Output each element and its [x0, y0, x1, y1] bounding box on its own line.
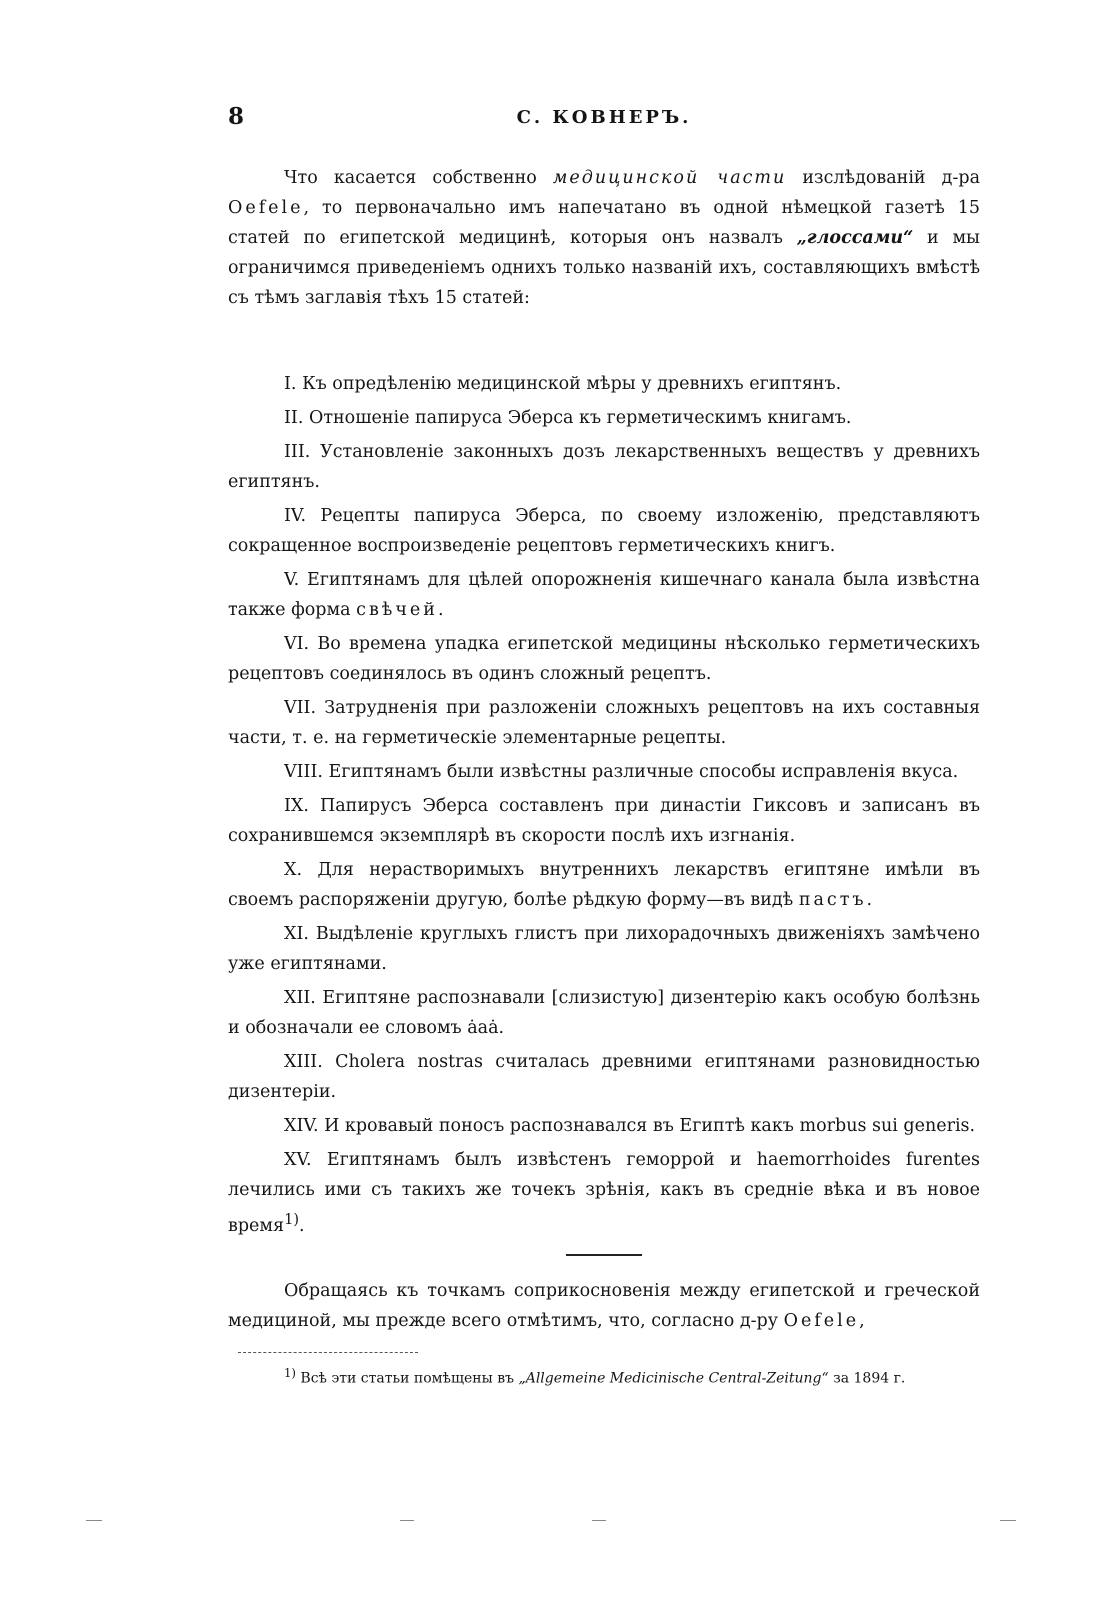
item-tail: .: [437, 600, 444, 620]
closing-text-1: Обращаясь къ точкамъ соприкосновенія между египетской и греческой медициной, мы прежде всего отмѣтимъ, что, согласно д-ру: [228, 1281, 980, 1331]
item-text: Египтянамъ для цѣлей опорожненія кишечнаго канала была извѣстна также форма: [228, 570, 980, 620]
item-tail: .: [866, 890, 873, 910]
item-spaced-word: свѣчей: [356, 600, 438, 620]
running-head: С. КОВНЕРЪ.: [516, 107, 692, 128]
glossary-term: „глоссами“: [796, 228, 914, 248]
item-text: Затрудненія при разложеніи сложныхъ рецептовъ на ихъ составныя части, т. е. на герметическіе элементарные рецепты.: [228, 698, 980, 748]
item-numeral: IX.: [284, 796, 309, 816]
list-item: [228, 1111, 980, 1141]
item-text: Рецепты папируса Эберса, по своему изложенію, представляютъ сокращенное воспроизведеніе рецептовъ герметическихъ книгъ.: [228, 506, 980, 556]
list-item: [228, 1047, 980, 1107]
item-numeral: II.: [284, 408, 304, 428]
scan-mark: [1000, 1520, 1016, 1521]
intro-text-1: Что касается собственно: [284, 168, 553, 188]
item-numeral: VII.: [284, 698, 317, 718]
intro-text-3: , то первоначально имъ напечатано въ одной нѣмецкой газетѣ 15 статей по египетской медицинѣ, которыя онъ назвалъ: [228, 198, 980, 248]
intro-text-2: изслѣдованій д-ра: [786, 168, 980, 188]
page-header: [228, 103, 980, 133]
item-text: Для нерастворимыхъ внутреннихъ лекарствъ египтяне имѣли въ своемъ распоряженіи другую, болѣе рѣдкую форму—въ видѣ: [228, 860, 980, 910]
closing-text-2: ,: [859, 1311, 865, 1331]
item-text: Египтянамъ былъ извѣстенъ геморрой и haemorrhoides furentes лечились ими съ такихъ же точекъ зрѣнія, какъ въ средніе вѣка и въ новое время: [228, 1150, 980, 1236]
intro-text-4: и мы ограничимся приведеніемъ однихъ только названій ихъ, составляющихъ вмѣстѣ съ тѣмъ заглавія тѣхъ 15 статей:: [228, 228, 980, 308]
item-numeral: XIV.: [284, 1116, 319, 1136]
item-tail: .: [299, 1215, 305, 1236]
closing-author-name: Oefele: [783, 1311, 860, 1331]
list-item: [228, 1145, 980, 1241]
item-text: Cholera nostras считалась древними египтянами разновидностью дизентеріи.: [228, 1052, 980, 1102]
journal-title: „Allgemeine Medicinische Central-Zeitung“: [518, 1370, 829, 1387]
list-item: [228, 855, 980, 915]
footnote-text-1: Всѣ эти статьи помѣщены въ: [295, 1370, 519, 1387]
item-text: Египтяне распознавали [слизистую] дизентерію какъ особую болѣзнь и обозначали ее словомъ ȧaȧ.: [228, 988, 980, 1038]
item-numeral: XI.: [284, 924, 309, 944]
list-item: [228, 791, 980, 851]
item-numeral: I.: [284, 374, 297, 394]
item-text: Отношеніе папируса Эберса къ герметическимъ книгамъ.: [308, 408, 852, 428]
item-numeral: VI.: [284, 634, 310, 654]
footnote-text-2: за 1894 г.: [828, 1370, 906, 1387]
page-number: 8: [228, 103, 245, 130]
item-text: Къ опредѣленію медицинской мѣры у древнихъ египтянъ.: [302, 374, 842, 394]
item-text: Египтянамъ были извѣстны различные способы исправленія вкуса.: [328, 762, 959, 782]
item-numeral: VIII.: [284, 762, 323, 782]
article-list: [228, 369, 980, 1245]
list-item: [228, 629, 980, 689]
item-spaced-word: пастъ: [798, 890, 867, 910]
item-text: Выдѣленіе круглыхъ глистъ при лихорадочныхъ движеніяхъ замѣчено уже египтянами.: [228, 924, 980, 974]
item-numeral: V.: [284, 570, 300, 590]
intro-paragraph: [228, 163, 980, 313]
item-text: Установленіе законныхъ дозъ лекарственныхъ веществъ у древнихъ египтянъ.: [228, 442, 980, 492]
author-name: Oefele: [228, 198, 304, 218]
list-item: [228, 437, 980, 497]
scan-mark: [86, 1520, 102, 1521]
footnote-reference: 1): [284, 1211, 300, 1228]
closing-paragraph: [228, 1276, 980, 1336]
item-numeral: XII.: [284, 988, 316, 1008]
item-numeral: X.: [284, 860, 303, 880]
footnote-mark: 1): [284, 1366, 296, 1380]
list-item: [228, 757, 980, 787]
item-numeral: IV.: [284, 506, 307, 526]
list-item: [228, 693, 980, 753]
footnote-rule: [238, 1352, 418, 1353]
item-numeral: XIII.: [284, 1052, 323, 1072]
list-item: [228, 983, 980, 1043]
list-item: [228, 403, 980, 433]
item-numeral: XV.: [284, 1150, 312, 1170]
list-item: [228, 919, 980, 979]
scan-mark: [400, 1520, 414, 1521]
list-item: [228, 369, 980, 399]
section-divider: [566, 1254, 642, 1256]
item-text: И кровавый поносъ распознавался въ Египтѣ какъ morbus sui generis.: [324, 1116, 976, 1136]
item-text: Во времена упадка египетской медицины нѣсколько герметическихъ рецептовъ соединялось въ одинъ сложный рецептъ.: [228, 634, 980, 684]
item-text: Папирусъ Эберса составленъ при династіи Гиксовъ и записанъ въ сохранившемся экземплярѣ въ скорости послѣ ихъ изгнанія.: [228, 796, 980, 846]
footnote: [228, 1360, 980, 1392]
scan-mark: [592, 1520, 606, 1521]
item-numeral: III.: [284, 442, 311, 462]
intro-emphasis: медицинской части: [552, 168, 787, 188]
list-item: [228, 501, 980, 561]
list-item: [228, 565, 980, 625]
